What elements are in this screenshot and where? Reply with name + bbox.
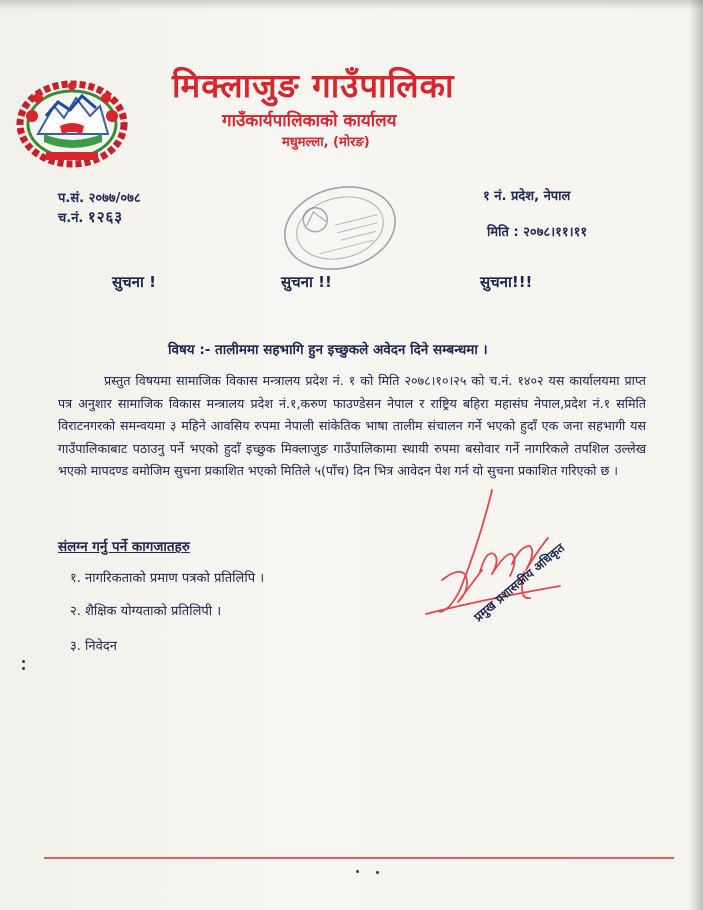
patra-sankhya: प.सं. २०७७/०७८ [58,191,141,206]
attachment-item: ३. निवेदन [70,639,117,654]
office-address: मधुमल्ला, (मोरङ) [282,135,370,150]
province-line: १ नं. प्रदेश, नेपाल [483,189,571,204]
signatory-title: प्रमुख प्रशासकीय अधिकृत [471,540,568,625]
chalani-label: च.नं. [58,211,84,226]
body-paragraph: प्रस्तुत विषयमा सामाजिक विकास मन्त्रालय प्रदेश नं. १ को मिति २०७८।१०।२५ को च.नं. १४०२ यस कार्यालयमा प्राप्त पत्र अनुशार सामाजिक विकास मन्त्रालय प्रदेश नं.१,करुण फाउण्डेसन नेपाल र राष्ट्रिय बहिरा महासंघ नेपाल,प्रदेश नं.१ समिति विराटनगरको समन्वयमा ३ महिने आवसिय रुपमा नेपाली सांकेतिक भाषा तालीम संचालन गर्ने भएको हुदाँ एक जना सहभागी यस गाउँपालिकाबाट पठाउनु पर्ने भएको हुदाँ इच्छुक मिक्लाजुङ गाउँपालिकामा स्थायी रुपमा बसोवार गर्ने नागरिकले तपशिल उल्लेख भएको मापदण्ड वमोजिम सुचना प्रकाशित भएको मितिले ५(पाँच) दिन भित्र आवेदन पेश गर्न यो सुचना प्रकाशित गरिएको छ । [58,373,646,479]
subject-line: विषय :- तालीममा सहभागि हुन इच्छुकले अवेदन दिने सम्बन्धमा । [168,342,488,358]
scan-speck [22,660,25,663]
office-seal-icon [278,178,403,278]
scan-edge-shadow [689,0,703,910]
date-line: मिति : २०७८।११।११ [487,225,588,240]
scan-top-shadow [0,0,703,10]
notice-heading-1: सुचना ! [112,273,156,291]
nepal-emblem-icon [16,76,128,168]
scan-speck [376,871,379,874]
notice-heading-3: सुचना!!! [480,273,533,291]
attachment-item: १. नागरिकताको प्रमाण पत्रको प्रतिलिपि । [70,571,265,586]
attachments-heading: संलग्न गर्नु पर्ने कागजातहरु [58,539,190,555]
scan-speck [22,667,25,670]
chalani-number-line [58,207,123,227]
scan-speck [356,870,359,873]
notice-heading-2: सुचना !! [281,273,332,291]
office-name: मिक्लाजुङ गाउँपालिका [172,66,455,105]
attachment-item: २. शैक्षिक योग्यताको प्रतिलिपी । [70,604,222,619]
chalani-number: १२६३ [87,208,124,226]
office-subtitle: गाउँकार्यपालिकाको कार्यालय [222,111,397,131]
footer-divider [44,857,674,859]
